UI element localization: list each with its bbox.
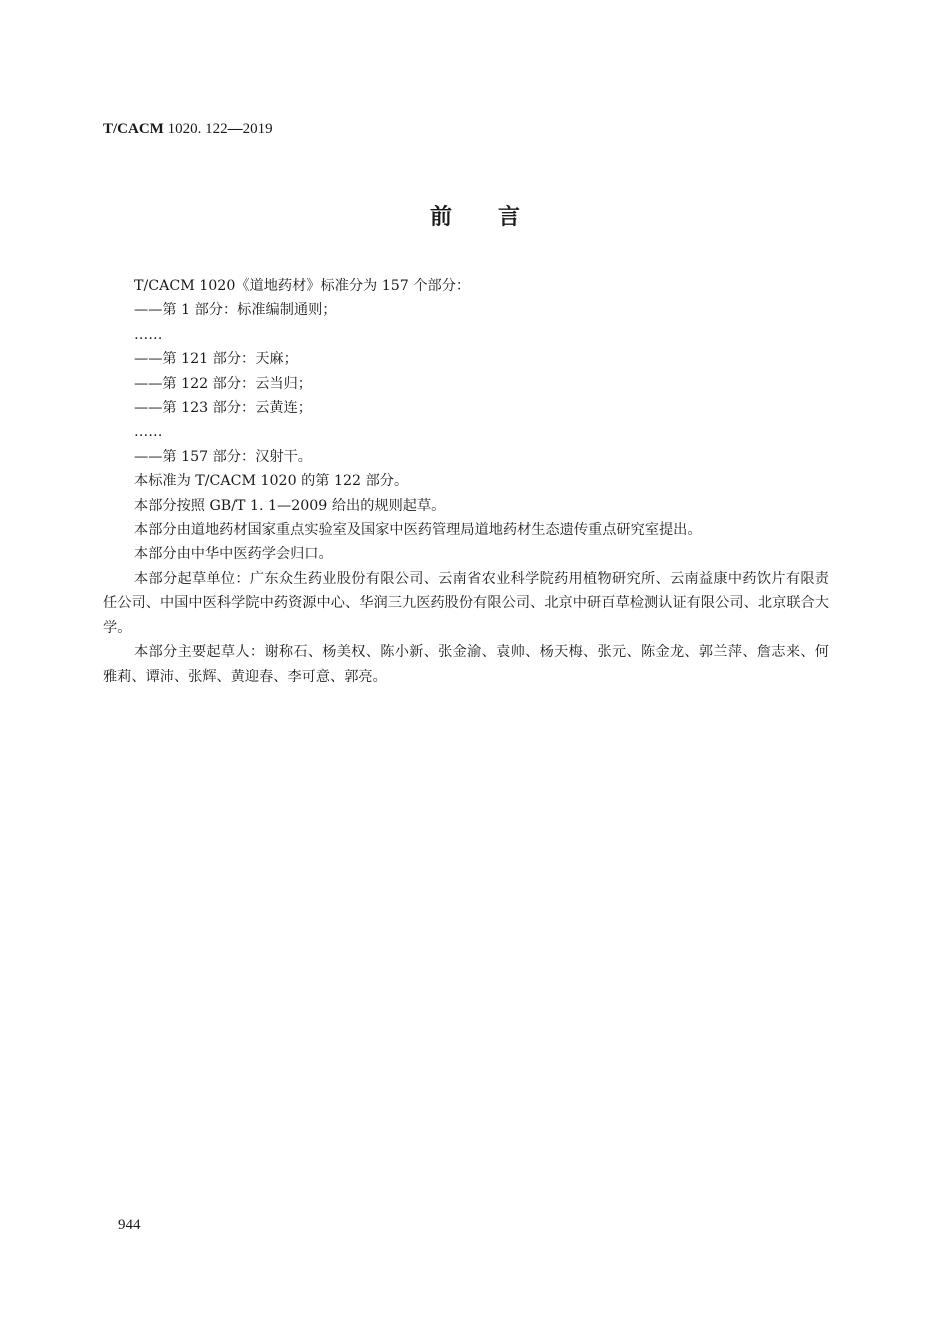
paragraph-drafting-units: 本部分起草单位：广东众生药业股份有限公司、云南省农业科学院药用植物研究所、云南益康中药饮片有限责任公司、中国中医科学院中药资源中心、华润三九医药股份有限公司、北京中研百草检测认证有限公司、北京联合大学。 bbox=[103, 570, 829, 636]
paragraph-centralized-by: 本部分由中华中医药学会归口。 bbox=[134, 546, 333, 563]
list-item-part-1: ——第 1 部分：标准编制通则； bbox=[134, 302, 337, 319]
standard-code-dash: — bbox=[227, 121, 243, 137]
paragraph-standard-part: 本标准为 T/CACM 1020 的第 122 部分。 bbox=[134, 473, 409, 490]
paragraph-drafting-rules: 本部分按照 GB/T 1. 1—2009 给出的规则起草。 bbox=[134, 497, 446, 514]
page-number: 944 bbox=[118, 1217, 141, 1233]
paragraph-parts-intro: T/CACM 1020《道地药材》标准分为 157 个部分： bbox=[134, 278, 471, 294]
list-ellipsis: …… bbox=[134, 326, 163, 343]
page-title: 前言 bbox=[429, 205, 566, 230]
list-item-part-123: ——第 123 部分：云黄连； bbox=[134, 400, 312, 417]
standard-code-year: 2019 bbox=[242, 121, 273, 137]
foreword-body bbox=[103, 274, 829, 689]
list-item-part-157: ——第 157 部分：汉射干。 bbox=[134, 448, 312, 465]
list-ellipsis: …… bbox=[134, 424, 163, 441]
paragraph-proposed-by: 本部分由道地药材国家重点实验室及国家中医药管理局道地药材生态遗传重点研究室提出。 bbox=[134, 522, 702, 539]
standard-code-number: 1020. 122 bbox=[163, 121, 228, 137]
standard-code bbox=[103, 121, 273, 138]
list-item-part-121: ——第 121 部分：天麻； bbox=[134, 351, 298, 368]
standard-code-prefix: T/CACM bbox=[103, 121, 164, 137]
list-item-part-122: ——第 122 部分：云当归； bbox=[134, 375, 312, 392]
paragraph-main-drafters: 本部分主要起草人：谢称石、杨美权、陈小新、张金渝、袁帅、杨天梅、张元、陈金龙、郭兰萍、詹志来、何雅莉、谭沛、张辉、黄迎春、李可意、郭亮。 bbox=[103, 644, 829, 685]
